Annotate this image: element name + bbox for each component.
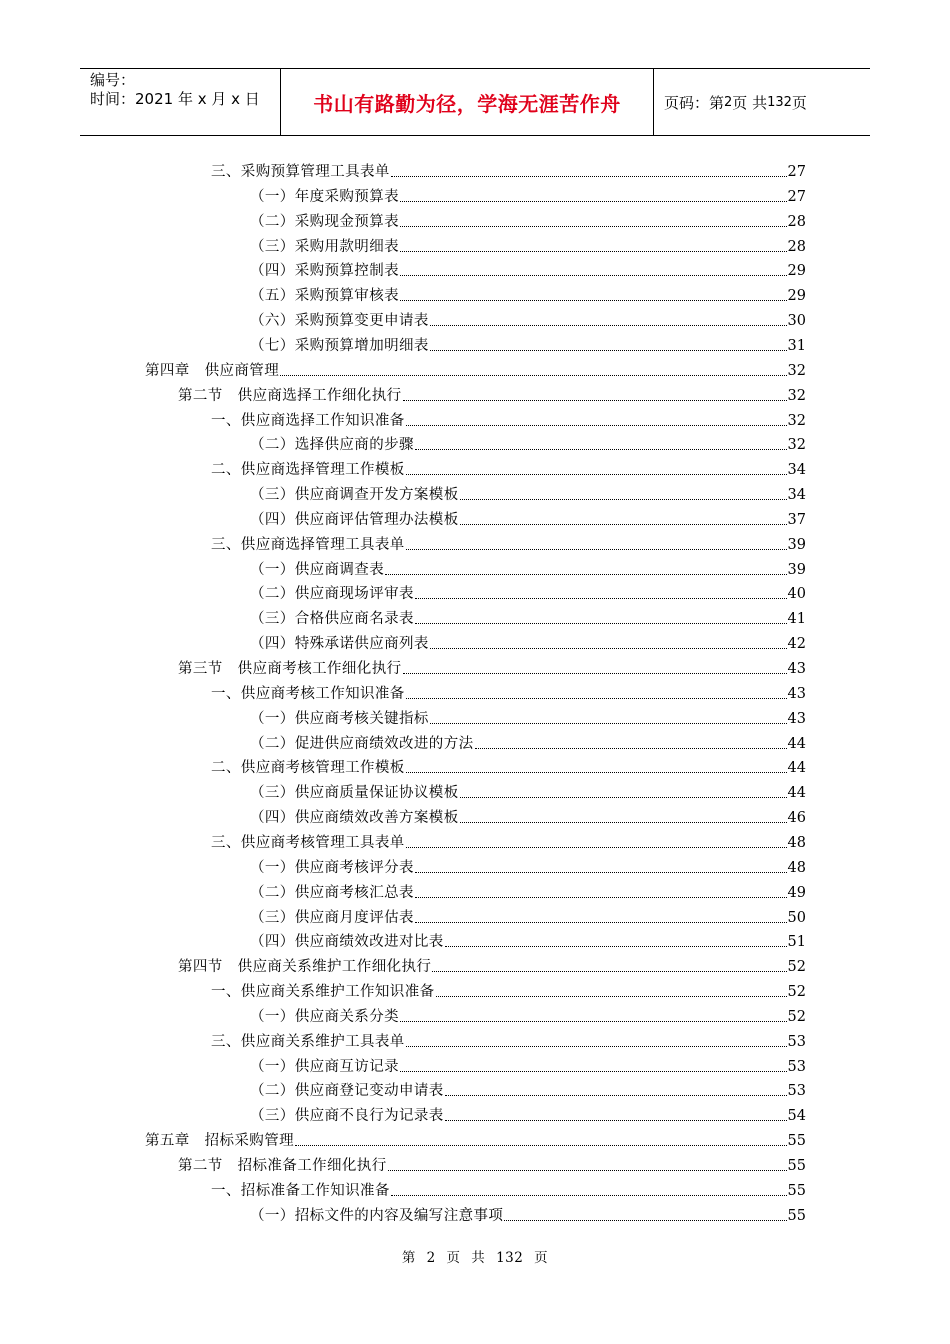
toc-entry-label: （一）供应商互访记录	[250, 1058, 399, 1075]
toc-entry-page: 27	[787, 188, 806, 205]
toc-dot-leader	[460, 796, 787, 798]
toc-entry-page: 41	[787, 611, 806, 628]
toc-entry-label: 三、供应商考核管理工具表单	[211, 834, 405, 851]
toc-dot-leader	[406, 1045, 787, 1047]
toc-dot-leader	[460, 821, 787, 823]
toc-dot-leader	[406, 424, 787, 426]
toc-entry-page: 34	[787, 462, 806, 479]
toc-dot-leader	[406, 771, 787, 773]
footer-mid1: 页	[446, 1250, 461, 1266]
toc-entry-page: 48	[787, 834, 806, 851]
toc-entry[interactable]	[178, 1151, 806, 1175]
toc-entry-label: （一）供应商考核关键指标	[250, 710, 429, 727]
toc-entry-page: 28	[787, 238, 806, 255]
toc-entry-page: 44	[787, 785, 806, 802]
toc-entry[interactable]	[250, 505, 806, 529]
toc-entry-page: 39	[787, 536, 806, 553]
toc-entry-page: 39	[787, 561, 806, 578]
toc-entry-label: （三）供应商质量保证协议模板	[250, 785, 459, 802]
toc-entry-page: 30	[787, 313, 806, 330]
toc-entry-page: 52	[787, 1008, 806, 1025]
page-header	[80, 68, 870, 136]
toc-dot-leader	[415, 448, 787, 450]
toc-dot-leader	[406, 473, 787, 475]
toc-entry-page: 52	[787, 959, 806, 976]
time-label: 时间：2021 年 x 月 x 日	[90, 90, 260, 108]
toc-dot-leader	[400, 299, 787, 301]
toc-dot-leader	[400, 274, 787, 276]
toc-entry-page: 44	[787, 735, 806, 752]
toc-entry-page: 53	[787, 1083, 806, 1100]
toc-entry-label: （六）采购预算变更申请表	[250, 313, 429, 330]
toc-entry-page: 32	[787, 437, 806, 454]
toc-entry-label: （一）供应商考核评分表	[250, 859, 414, 876]
toc-entry[interactable]	[211, 406, 806, 430]
toc-entry-label: 第五章 招标采购管理	[145, 1133, 294, 1150]
toc-entry[interactable]	[250, 232, 806, 256]
toc-entry-label: （二）选择供应商的步骤	[250, 437, 414, 454]
toc-entry[interactable]	[250, 778, 806, 802]
toc-dot-leader	[430, 647, 787, 649]
footer-total-pages: 132	[496, 1250, 524, 1266]
toc-entry-label: （二）供应商登记变动申请表	[250, 1083, 444, 1100]
toc-entry-label: （三）供应商调查开发方案模板	[250, 487, 459, 504]
serial-label: 编号：	[90, 71, 136, 89]
toc-entry-page: 54	[787, 1108, 806, 1125]
toc-entry-label: 第四节 供应商关系维护工作细化执行	[178, 959, 432, 976]
toc-dot-leader	[430, 722, 787, 724]
toc-dot-leader	[403, 672, 787, 674]
toc-entry[interactable]	[250, 1201, 806, 1225]
toc-entry-label: 第二节 供应商选择工作细化执行	[178, 387, 402, 404]
toc-dot-leader	[415, 597, 787, 599]
toc-dot-leader	[436, 995, 787, 997]
toc-dot-leader	[445, 1094, 787, 1096]
toc-entry-label: 三、采购预算管理工具表单	[211, 164, 390, 180]
toc-entry-label: 二、供应商选择管理工作模板	[211, 462, 405, 479]
toc-entry-page: 37	[787, 511, 806, 528]
header-page-info	[654, 69, 870, 135]
toc-entry[interactable]	[250, 853, 806, 877]
header-page-prefix: 页码：第	[664, 93, 725, 112]
toc-dot-leader	[415, 896, 787, 898]
toc-entry[interactable]	[250, 430, 806, 454]
footer-mid2: 共	[471, 1250, 486, 1266]
toc-entry[interactable]	[250, 729, 806, 753]
toc-entry[interactable]	[211, 530, 806, 554]
toc-entry[interactable]	[211, 828, 806, 852]
footer-prefix: 第	[401, 1250, 416, 1266]
toc-entry[interactable]	[211, 679, 806, 703]
toc-dot-leader	[460, 523, 787, 525]
toc-entry[interactable]	[250, 579, 806, 603]
toc-entry-label: （四）供应商绩效改善方案模板	[250, 810, 459, 827]
toc-entry-label: （一）年度采购预算表	[250, 188, 399, 205]
toc-entry[interactable]	[178, 952, 806, 976]
toc-entry[interactable]	[250, 331, 806, 355]
toc-entry[interactable]	[178, 381, 806, 405]
toc-dot-leader	[295, 1144, 787, 1146]
toc-dot-leader	[504, 1219, 786, 1221]
toc-entry-label: （二）促进供应商绩效改进的方法	[250, 735, 474, 752]
toc-entry-page: 29	[787, 263, 806, 280]
toc-entry-page: 49	[787, 884, 806, 901]
toc-entry-label: 二、供应商考核管理工作模板	[211, 760, 405, 777]
toc-entry-page: 32	[787, 387, 806, 404]
toc-entry[interactable]	[250, 1002, 806, 1026]
footer-current-page: 2	[426, 1250, 436, 1266]
toc-entry-page: 53	[787, 1033, 806, 1050]
toc-dot-leader	[391, 1194, 787, 1196]
header-page-current: 2	[724, 94, 733, 110]
toc-entry-label: （三）供应商月度评估表	[250, 909, 414, 926]
toc-dot-leader	[445, 945, 787, 947]
toc-entry-label: （四）供应商绩效改进对比表	[250, 934, 444, 951]
toc-entry[interactable]	[250, 281, 806, 305]
toc-dot-leader	[415, 871, 787, 873]
header-page-total: 132	[767, 94, 792, 110]
toc-entry[interactable]	[211, 1027, 806, 1051]
toc-dot-leader	[460, 498, 787, 500]
toc-entry[interactable]	[145, 1126, 806, 1150]
toc-entry-page: 28	[787, 213, 806, 230]
toc-entry[interactable]	[250, 629, 806, 653]
toc-entry-page: 40	[787, 586, 806, 603]
toc-entry[interactable]	[211, 753, 806, 777]
toc-entry-label: 一、招标准备工作知识准备	[211, 1182, 390, 1199]
toc-entry-page: 44	[787, 760, 806, 777]
toc-entry-page: 27	[787, 164, 806, 180]
toc-dot-leader	[403, 399, 787, 401]
toc-dot-leader	[445, 1119, 787, 1121]
toc-entry-page: 46	[787, 810, 806, 827]
toc-entry-label: 一、供应商考核工作知识准备	[211, 685, 405, 702]
toc-entry-page: 55	[787, 1207, 806, 1224]
toc-dot-leader	[415, 622, 787, 624]
toc-entry[interactable]	[178, 654, 806, 678]
toc-entry[interactable]	[250, 604, 806, 628]
header-page-suffix: 页	[791, 93, 807, 112]
toc-dot-leader	[430, 349, 787, 351]
toc-entry-label: （五）采购预算审核表	[250, 288, 399, 305]
toc-entry-page: 53	[787, 1058, 806, 1075]
toc-entry-page: 43	[787, 685, 806, 702]
toc-entry-page: 31	[787, 337, 806, 354]
toc-entry-page: 51	[787, 934, 806, 951]
toc-entry-label: （七）采购预算增加明细表	[250, 337, 429, 354]
toc-dot-leader	[430, 324, 787, 326]
toc-entry[interactable]	[250, 1052, 806, 1076]
toc-entry-label: 第二节 招标准备工作细化执行	[178, 1158, 387, 1174]
toc-dot-leader	[432, 970, 786, 972]
toc-dot-leader	[415, 921, 787, 923]
toc-entry-label: （四）特殊承诺供应商列表	[250, 636, 429, 653]
toc-dot-leader	[400, 1020, 787, 1022]
toc-entry[interactable]	[250, 878, 806, 902]
toc-entry-label: （四）供应商评估管理办法模板	[250, 511, 459, 528]
header-page-mid: 页 共	[732, 93, 768, 112]
toc-entry-label: 一、供应商关系维护工作知识准备	[211, 984, 435, 1001]
toc-entry-label: （三）供应商不良行为记录表	[250, 1108, 444, 1125]
toc-entry-label: 第三节 供应商考核工作细化执行	[178, 661, 402, 677]
toc-entry-page: 32	[787, 412, 806, 429]
toc-entry-label: （三）合格供应商名录表	[250, 611, 414, 628]
toc-entry-label: （二）供应商现场评审表	[250, 586, 414, 603]
header-motto: 书山有路勤为径，学海无涯苦作舟	[281, 69, 654, 135]
toc-entry[interactable]	[211, 1176, 806, 1200]
toc-entry[interactable]	[250, 555, 806, 579]
toc-entry[interactable]	[250, 803, 806, 827]
toc-entry-label: （四）采购预算控制表	[250, 263, 399, 280]
toc-entry[interactable]	[250, 480, 806, 504]
toc-dot-leader	[388, 1169, 787, 1171]
toc-entry-label: （三）采购用款明细表	[250, 238, 399, 255]
toc-dot-leader	[280, 374, 786, 376]
toc-dot-leader	[475, 747, 787, 749]
toc-dot-leader	[400, 200, 787, 202]
toc-entry[interactable]	[250, 903, 806, 927]
toc-entry-page: 55	[787, 1158, 806, 1174]
toc-entry-label: （二）供应商考核汇总表	[250, 884, 414, 901]
toc-entry-label: 三、供应商选择管理工具表单	[211, 536, 405, 553]
footer-suffix: 页	[534, 1250, 549, 1266]
toc-entry-label: （一）供应商关系分类	[250, 1008, 399, 1025]
toc-entry-label: 一、供应商选择工作知识准备	[211, 412, 405, 429]
toc-entry[interactable]	[250, 1101, 806, 1125]
toc-entry-page: 43	[787, 661, 806, 677]
toc-entry-label: （二）采购现金预算表	[250, 213, 399, 230]
toc-dot-leader	[385, 573, 786, 575]
toc-dot-leader	[406, 697, 787, 699]
page-footer	[0, 1246, 950, 1266]
toc-dot-leader	[406, 548, 787, 550]
toc-dot-leader	[391, 175, 787, 177]
toc-entry-page: 52	[787, 984, 806, 1001]
toc-entry-page: 43	[787, 710, 806, 727]
toc-entry-page: 55	[787, 1182, 806, 1199]
toc-entry[interactable]	[250, 306, 806, 330]
toc-entry-label: （一）供应商调查表	[250, 561, 385, 578]
toc-entry[interactable]	[145, 356, 806, 380]
toc-dot-leader	[400, 1070, 787, 1072]
toc-entry-label: 第四章 供应商管理	[145, 362, 280, 379]
toc-entry-page: 34	[787, 487, 806, 504]
toc-dot-leader	[406, 846, 787, 848]
toc-entry[interactable]	[250, 1076, 806, 1100]
toc-entry[interactable]	[250, 927, 806, 951]
toc-dot-leader	[400, 225, 787, 227]
toc-entry[interactable]	[250, 207, 806, 231]
toc-entry-page: 50	[787, 909, 806, 926]
toc-entry-page: 48	[787, 859, 806, 876]
toc-entry-page: 29	[787, 288, 806, 305]
toc-entry-page: 32	[787, 362, 806, 379]
toc-entry[interactable]	[211, 455, 806, 479]
toc-dot-leader	[400, 250, 787, 252]
toc-entry[interactable]	[250, 182, 806, 206]
toc-entry-label: （一）招标文件的内容及编写注意事项	[250, 1207, 504, 1224]
toc-entry-label: 三、供应商关系维护工具表单	[211, 1033, 405, 1050]
toc-entry-page: 55	[787, 1133, 806, 1150]
toc-entry[interactable]	[250, 256, 806, 280]
toc-entry[interactable]	[250, 704, 806, 728]
toc-entry-page: 42	[787, 636, 806, 653]
toc-entry[interactable]	[211, 157, 806, 181]
header-meta	[80, 69, 281, 135]
toc-entry[interactable]	[211, 977, 806, 1001]
